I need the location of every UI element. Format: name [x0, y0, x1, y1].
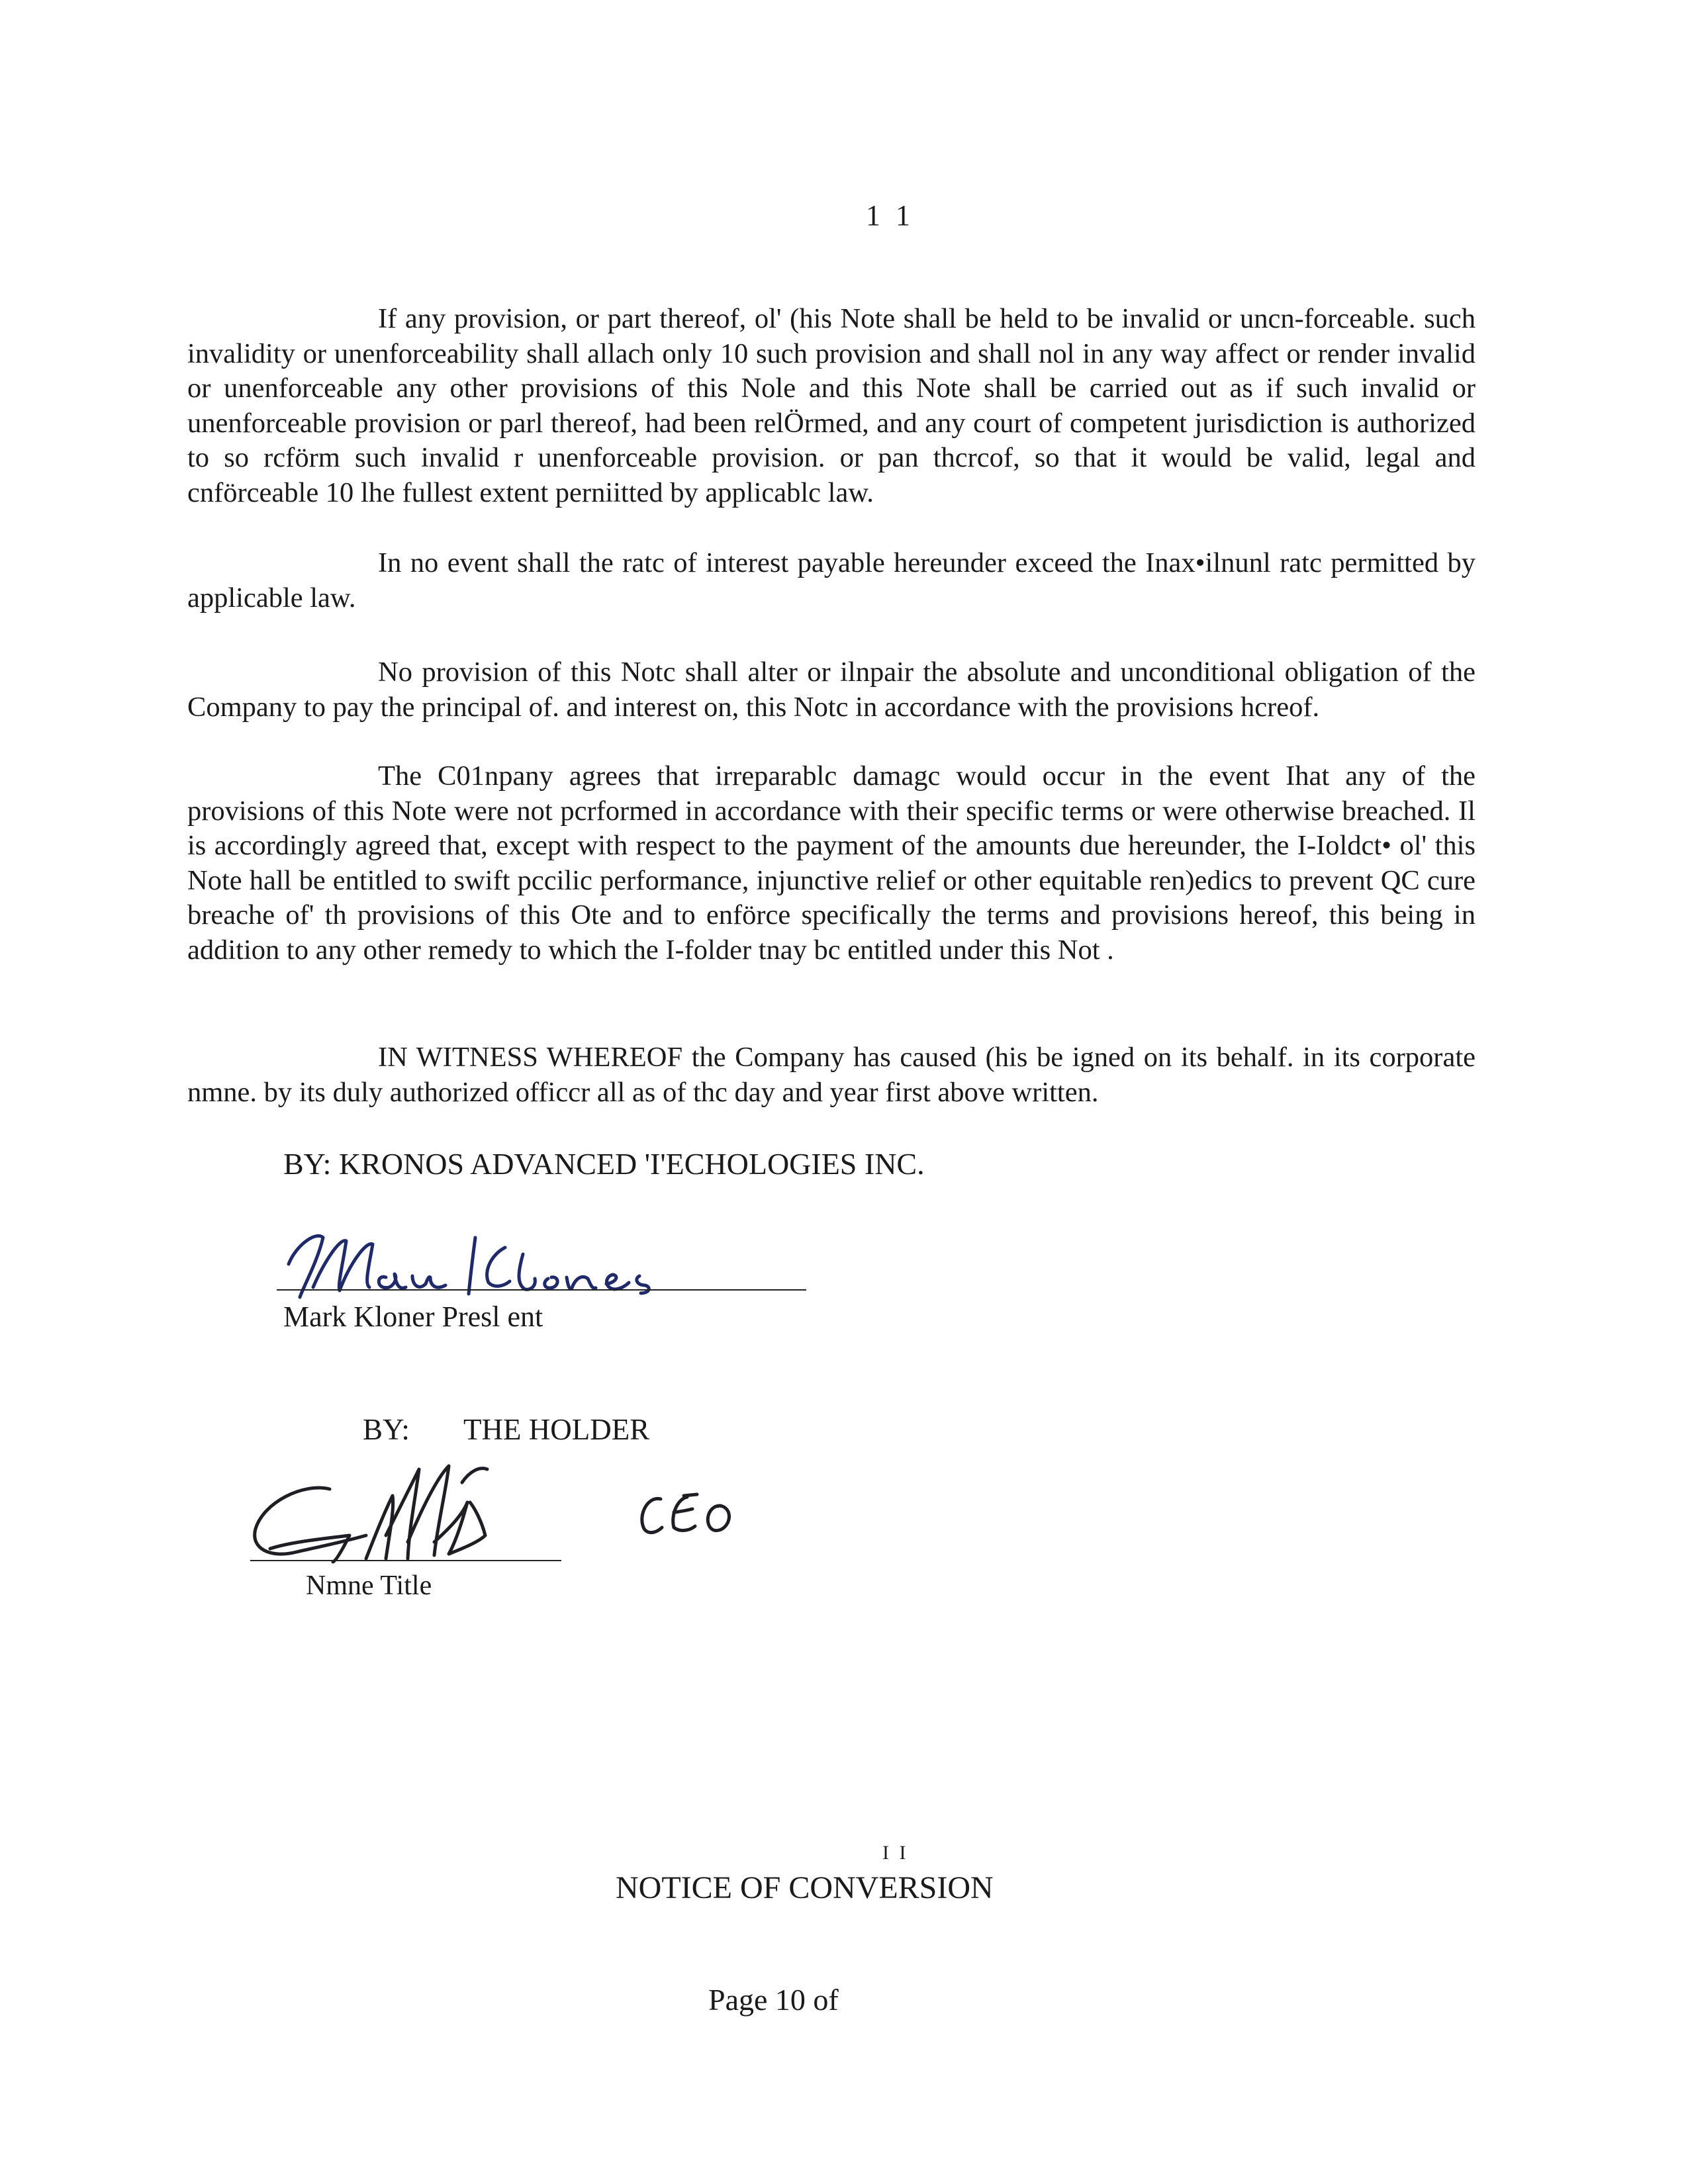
- paragraph-obligation: No provision of this Notc shall alter or ilnpair the absolute and unconditional obligation of the Company to pay the principal of. and interest on, this Notc in accordance with the provisions hcreof.: [187, 657, 1476, 723]
- holder-party-label: THE HOLDER: [463, 1413, 650, 1446]
- company-by-line: BY: KRONOS ADVANCED 'I'ECHOLOGIES INC.: [283, 1147, 925, 1181]
- company-signer-name: Mark Kloner Presl ent: [283, 1300, 543, 1333]
- company-signature-image: [277, 1224, 806, 1304]
- paragraph-severability: If any provision, or part thereof, ol' (his Note shall be held to be invalid or uncn-forceable. such invalidity or unenforceability shall allach only 10 such provision and shall nol in any way affect or render invalid or unenforceable any other provisions of this Nole and this Note shall be carried out as if such invalid or unenforceable provision or parl thereof, had been relÖrmed, and any court of competent jurisdiction is authorized to so rcförm such invalid r unenforceable provision. or pan thcrcof, so that it would be valid, legal and cnförceable 10 lhe fullest extent perniitted by applicablc law.: [187, 303, 1476, 508]
- page-footer-label: Page 10 of: [708, 1983, 839, 2017]
- paragraph-interest-rate: In no event shall the ratc of interest payable hereunder exceed the Inax•ilnunl ratc permitted by applicable law.: [187, 547, 1476, 614]
- holder-name-title-caption: Nmne Title: [306, 1570, 432, 1601]
- roman-numeral-marker: I I: [882, 1842, 909, 1864]
- holder-signature-image: [250, 1443, 780, 1575]
- paragraph-equitable-remedies: The C01npany agrees that irreparablc damagc would occur in the event Ihat any of the provisions of this Note were not pcrformed in accordance with their specific terms or were otherwise breached. Il is accordingly agreed that, except with respect to the payment of the amounts due hereunder, the I-Ioldct• ol' this Note hall be entitled to swift pccilic performance, injunctive relief or other equitable ren)edics to prevent QC cure breache of' th provisions of this Ote and to enförce specifically the terms and provisions hereof, this being in addition to any other remedy to which the I-folder tnay bc entitled under this Not .: [187, 760, 1476, 966]
- holder-signature-line: [250, 1560, 561, 1561]
- company-signature-line: [277, 1289, 806, 1291]
- notice-of-conversion-title: NOTICE OF CONVERSION: [616, 1870, 994, 1905]
- page-number-top: 1 1: [866, 199, 914, 232]
- holder-by-label: BY:: [363, 1413, 410, 1446]
- paragraph-witness: IN WITNESS WHEREOF the Company has caused (his be igned on its behalf. in its corporate nmne. by its duly authorized officcr all as of thc day and year first above written.: [187, 1042, 1476, 1108]
